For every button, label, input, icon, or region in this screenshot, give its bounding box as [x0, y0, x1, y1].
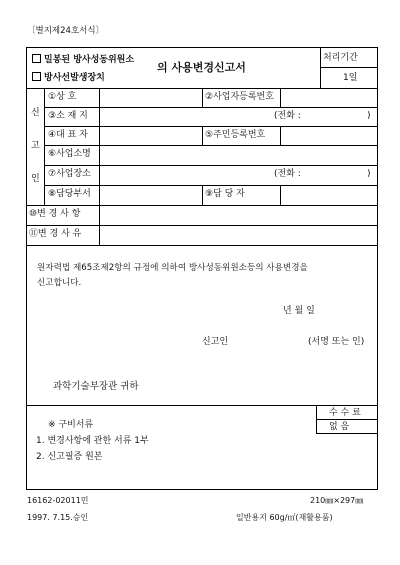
label-business-place: ⑦사업장소 — [48, 169, 91, 179]
label-business-number: ②사업자등록번호 — [205, 92, 274, 102]
checkbox-icon[interactable] — [32, 72, 41, 81]
label-resident-number: ⑤주민등록번호 — [205, 130, 266, 140]
processing-period-label: 처리기간 — [323, 53, 358, 63]
processing-period-value: 1일 — [343, 73, 358, 83]
label-department: ⑧담당부서 — [48, 189, 91, 199]
recipient: 과학기술부장관 귀하 — [53, 381, 139, 392]
form-code: 16162-02011민 — [27, 496, 89, 505]
approval-date: 1997. 7.15.승인 — [27, 513, 89, 522]
form-frame — [26, 47, 378, 490]
label-representative: ④대 표 자 — [48, 130, 88, 140]
fee-value: 없 음 — [329, 422, 350, 432]
label-phone-1: (전화 : — [274, 111, 301, 121]
form-title: 의 사용변경신고서 — [157, 61, 246, 74]
label-phone-1-end: ) — [367, 111, 371, 121]
option-sealed-source[interactable]: 밀봉된 방사성동위원소 — [32, 54, 134, 66]
fee-label: 수 수 료 — [329, 408, 361, 418]
paper-type: 일반용지 60g/㎡(재활용품) — [236, 513, 333, 522]
declaration-line-2: 신고합니다. — [37, 278, 82, 288]
form-number: 〔별지제24호서식〕 — [27, 26, 105, 36]
label-change-items: ⑩변 경 사 항 — [29, 209, 81, 219]
label-address: ③소 재 지 — [48, 111, 88, 121]
label-office-name: ⑥사업소명 — [48, 149, 91, 159]
label-change-reason: ⑪변 경 사 유 — [29, 229, 82, 239]
date-line: 년 월 일 — [283, 306, 315, 316]
applicant-char-1: 신 — [31, 108, 40, 118]
applicant-label: 신고인 — [202, 337, 229, 347]
required-doc-2: 2. 신고필증 원본 — [36, 452, 103, 462]
label-person-in-charge: ⑨담 당 자 — [205, 189, 245, 199]
option-radiation-device[interactable]: 방사선발생장치 — [32, 72, 105, 84]
signature-label: (서명 또는 인) — [308, 337, 365, 347]
label-phone-2-end: ) — [367, 169, 371, 179]
paper-size: 210㎜×297㎜ — [310, 496, 364, 505]
label-trade-name: ①상 호 — [48, 92, 77, 102]
checkbox-icon[interactable] — [32, 54, 41, 63]
applicant-char-3: 인 — [31, 174, 40, 184]
applicant-char-2: 고 — [31, 141, 40, 151]
required-doc-1: 1. 변경사항에 관한 서류 1부 — [36, 436, 149, 446]
declaration-line-1: 원자력법 제65조제2항의 규정에 의하여 방사성동위원소등의 사용변경을 — [37, 263, 308, 273]
label-phone-2: (전화 : — [274, 169, 301, 179]
required-docs-title: ※ 구비서류 — [48, 420, 94, 430]
